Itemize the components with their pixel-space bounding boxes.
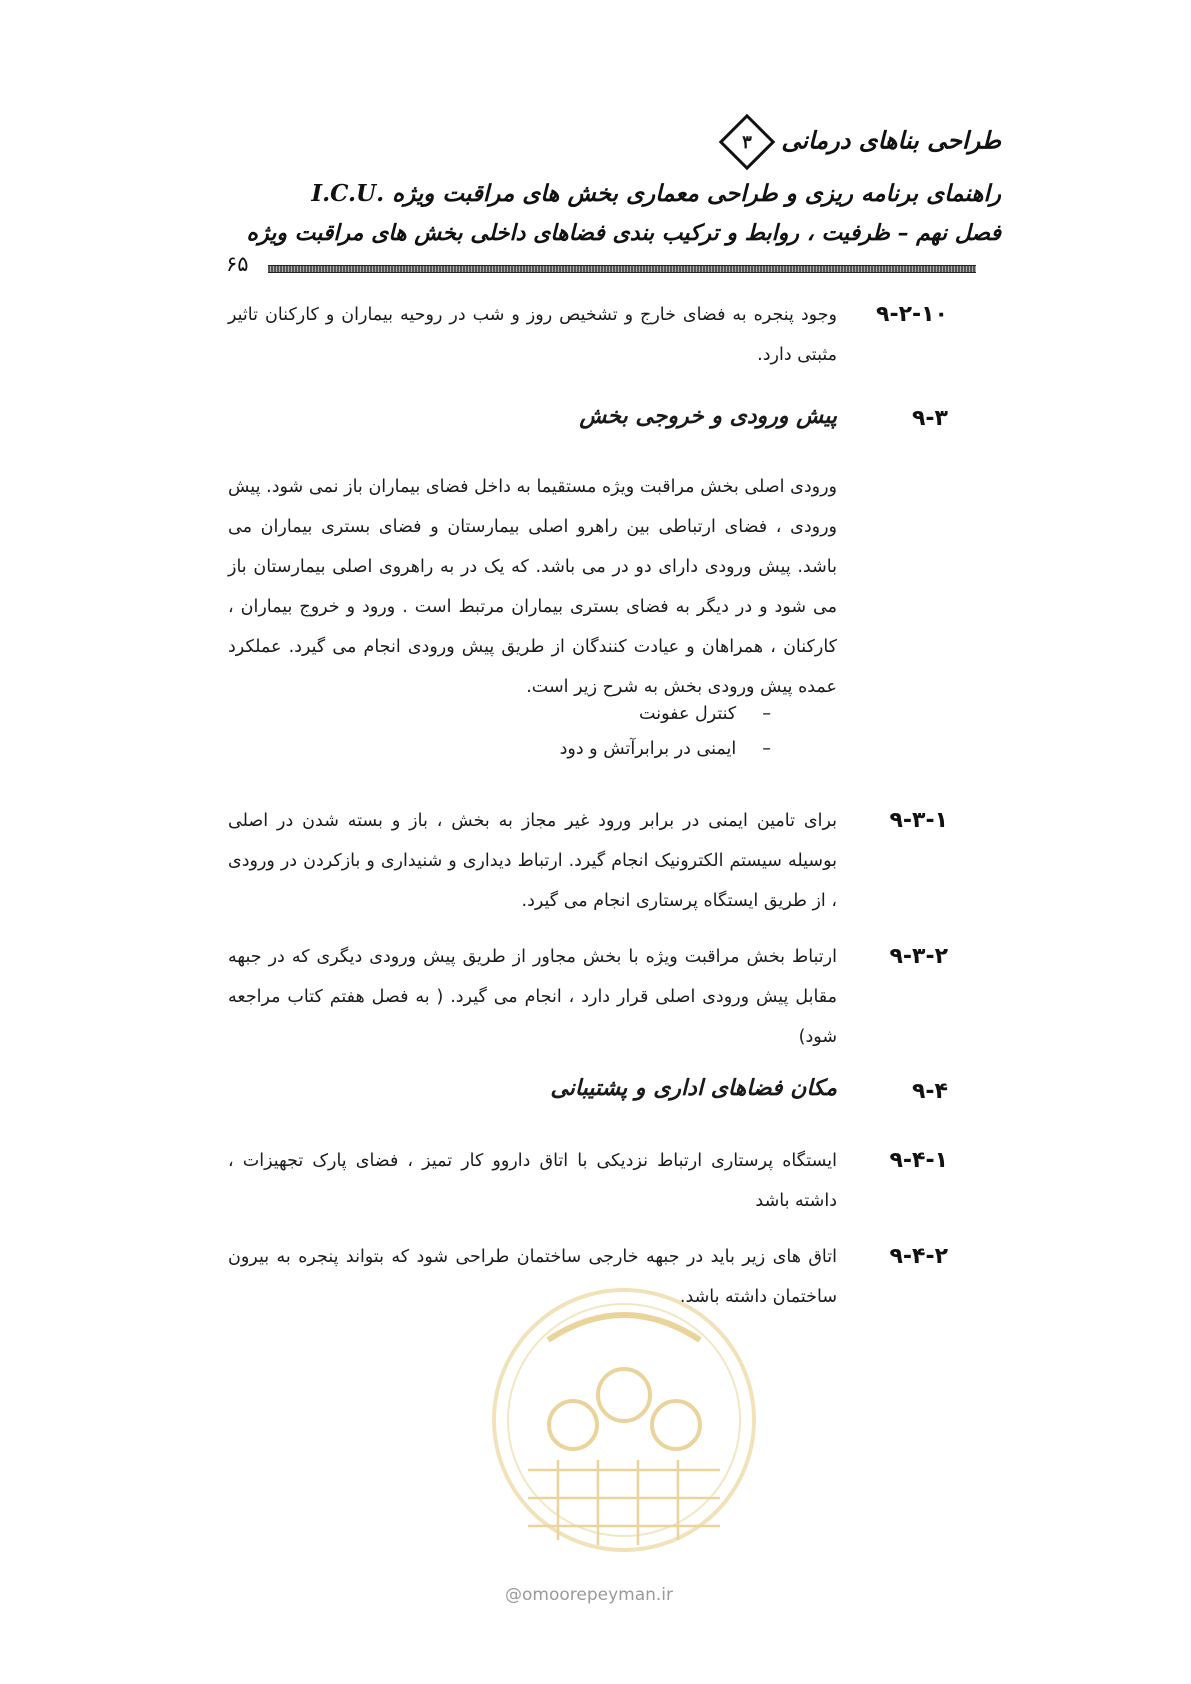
watermark-url: @omoorepeyman.ir xyxy=(505,1585,674,1605)
list-item-text: ایمنی در برابرآتش و دود xyxy=(559,739,737,759)
section-number: ۹-۴-۲ xyxy=(889,1244,948,1269)
subtitle: راهنمای برنامه ریزی و طراحی معماری بخش های مراقبت ویژه .I.C.U xyxy=(311,180,1001,207)
paragraph: ارتباط بخش مراقبت ویژه با بخش مجاور از طریق پیش ورودی دیگری که در جبهه مقابل پیش ورودی اصلی قرار دارد ، انجام می گیرد. ( به فصل هفتم کتاب مراجعه شود) xyxy=(228,947,837,1047)
section-number: ۹-۳-۲ xyxy=(889,944,948,969)
list-item: –کنترل عفونت xyxy=(639,704,771,724)
book-title-line xyxy=(713,122,1001,162)
list-item-text: کنترل عفونت xyxy=(639,704,737,724)
volume-badge xyxy=(719,114,776,171)
section-heading: مکان فضاهای اداری و پشتیبانی xyxy=(550,1075,837,1101)
chapter-title: فصل نهم – ظرفیت ، روابط و ترکیب بندی فضاهای داخلی بخش های مراقبت ویژه xyxy=(246,220,1001,246)
paragraph: ورودی اصلی بخش مراقبت ویژه مستقیما به داخل فضای بیماران باز نمی شود. پیش ورودی ، فضای ارتباطی بین راهرو اصلی بیمارستان و فضای بستری بیماران می باشد. پیش ورودی دارای دو در می باشد. که یک در به راهروی اصلی بیمارستان باز می شود و در دیگر به فضای بستری بیماران مرتبط است . ورود و خروج بیماران ، کارکنان ، همراهان و عیادت کنندگان از طریق پیش ورودی انجام می گیرد. عملکرد عمده پیش ورودی بخش به شرح زیر است. xyxy=(228,477,837,697)
section-number: ۹-۴-۱ xyxy=(889,1148,948,1173)
paragraph: برای تامین ایمنی در برابر ورود غیر مجاز به بخش ، باز و بسته شدن در اصلی بوسیله سیستم الکترونیک انجام گیرد. ارتباط دیداری و شنیداری و بازکردن در ورودی ، از طریق ایستگاه پرستاری انجام می گیرد. xyxy=(228,811,837,911)
header-divider xyxy=(268,265,976,273)
paragraph: ایستگاه پرستاری ارتباط نزدیکی با اتاق داروو کار تمیز ، فضای پارک تجهیزات ، داشته باشد xyxy=(228,1151,837,1211)
volume-number: ۳ xyxy=(742,131,753,153)
page-number: ۶۵ xyxy=(226,252,249,276)
watermark-logo xyxy=(488,1270,760,1570)
list-item: –ایمنی در برابرآتش و دود xyxy=(559,739,771,759)
book-title: طراحی بناهای درمانی xyxy=(781,125,1001,155)
section-number: ۹-۲-۱۰ xyxy=(876,302,948,327)
section-number: ۹-۳ xyxy=(912,406,948,431)
section-heading: پیش ورودی و خروجی بخش xyxy=(579,403,837,429)
section-number: ۹-۳-۱ xyxy=(889,808,948,833)
paragraph: وجود پنجره به فضای خارج و تشخیص روز و شب در روحیه بیماران و کارکنان تاثیر مثبتی دارد. xyxy=(228,305,837,365)
paragraph: اتاق های زیر باید در جبهه خارجی ساختمان طراحی شود که بتواند پنجره به بیرون ساختمان داشته باشد. xyxy=(228,1247,837,1307)
section-number: ۹-۴ xyxy=(912,1079,948,1104)
